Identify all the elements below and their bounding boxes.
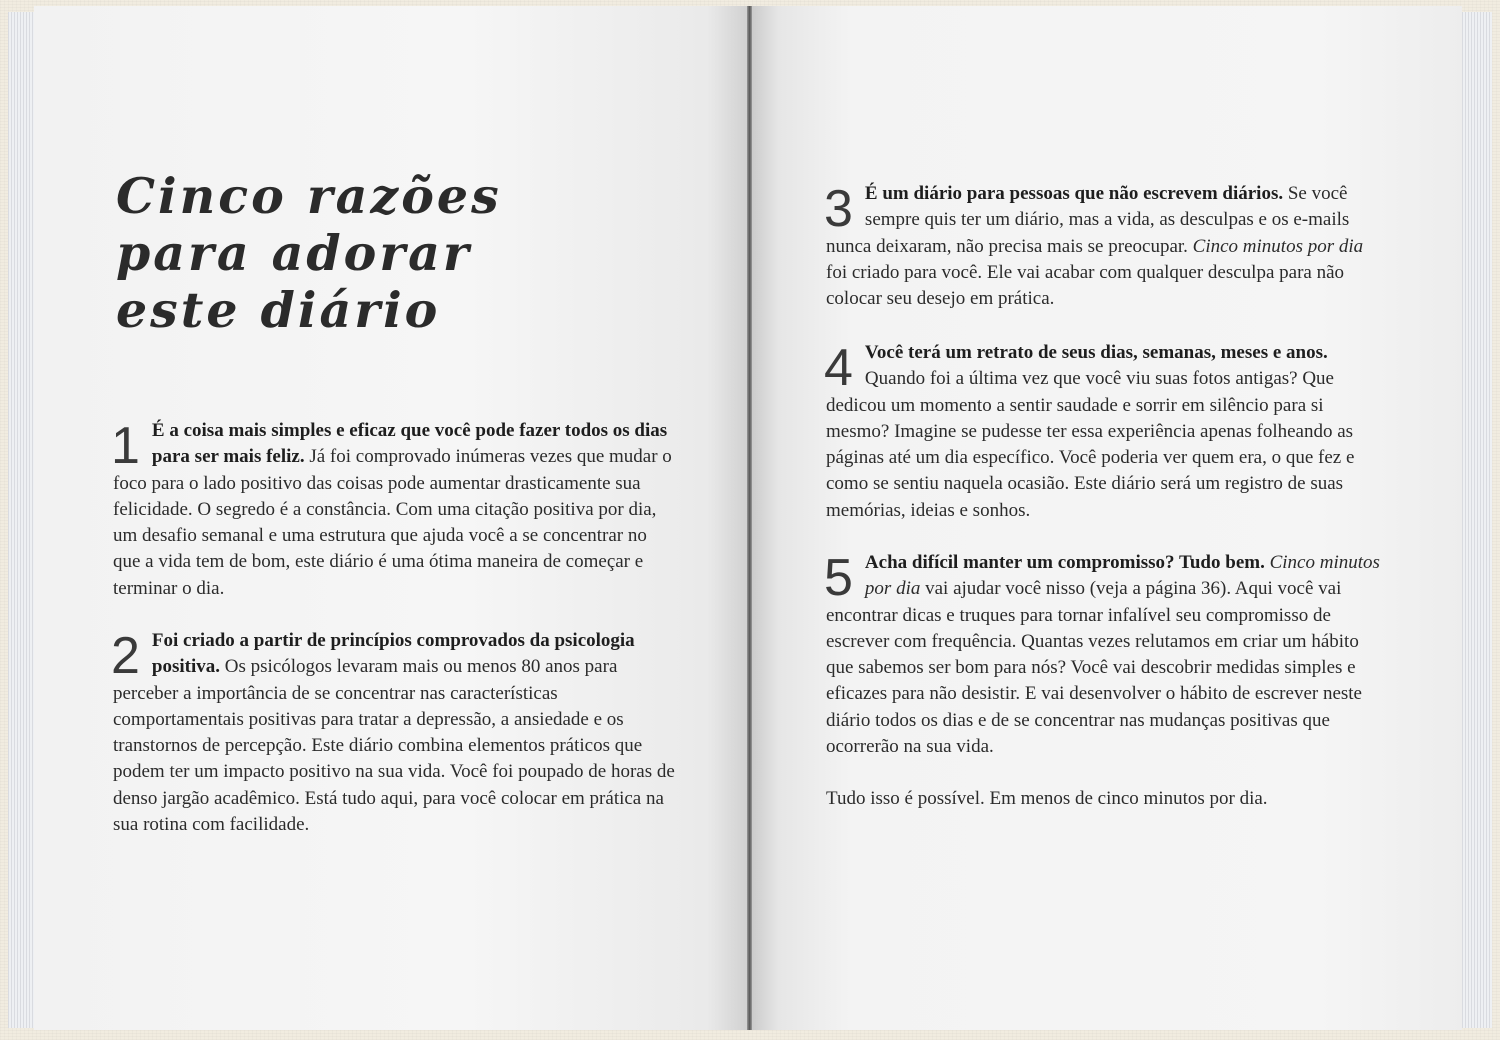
reason-5 (826, 550, 1386, 760)
reason-1 (113, 418, 675, 602)
right-page-edges (1462, 12, 1492, 1028)
closing-line: Tudo isso é possível. Em menos de cinco minutos por dia. (826, 788, 1268, 809)
page-title: Cinco razões para adorar este diário (116, 167, 502, 339)
reason-number: 2 (111, 627, 140, 685)
reason-lead: É a coisa mais simples e eficaz que você pode fazer todos os dias para ser mais feliz. (151, 420, 668, 468)
book-spine (747, 6, 752, 1030)
reason-4 (826, 340, 1386, 524)
reason-3 (826, 181, 1386, 312)
reason-lead: Você terá um retrato de seus dias, semanas, meses e anos. (864, 342, 1328, 363)
book-title-italic: Cinco minutos por dia (1192, 235, 1364, 257)
reason-number: 1 (111, 417, 140, 475)
reason-body-end: vai ajudar você nisso (veja a página 36). Aqui você vai encontrar dicas e truques para tornar infalível seu compromisso de escrever com frequência. Quantas vezes relutamos em criar um hábito que sabemos ser bom para nós? Você vai descobrir medidas simples e eficazes para não desistir. E vai desenvolver o hábito de escrever neste diário todos os dias e de se concentrar nas mudanças positivas que ocorrerão na sua vida. (826, 578, 1362, 758)
reason-lead: É um diário para pessoas que não escrevem diários. (864, 183, 1284, 204)
reason-body: Se você sempre quis ter um diário, mas a vida, as desculpas e os e-mails nunca deixaram, não precisa mais se preocupar. (826, 183, 1350, 257)
reason-body: Os psicólogos levaram mais ou menos 80 anos para perceber a importância de se concentrar nas características comportamentais positivas para tratar a depressão, a ansiedade e os transtornos de percepção. Este diário combina elementos práticos que podem ter um impacto positivo na sua vida. Você foi poupado de horas de denso jargão acadêmico. Está tudo aqui, para você colocar em prática na sua rotina com facilidade. (113, 656, 675, 836)
reason-number: 4 (824, 339, 853, 397)
reason-2 (113, 628, 675, 838)
book-title-italic: Cinco minutos por dia (864, 552, 1380, 600)
reason-lead: Foi criado a partir de princípios comprovados da psicologia positiva. (151, 630, 635, 678)
reason-number: 3 (824, 180, 853, 238)
reason-body: Já foi comprovado inúmeras vezes que mudar o foco para o lado positivo das coisas pode aumentar drasticamente sua felicidade. O segredo é a constância. Com uma citação positiva por dia, um desafio semanal e uma estrutura que ajuda você a se concentrar no que a vida tem de bom, este diário é uma ótima maneira de começar e terminar o dia. (113, 446, 672, 599)
reason-body: Quando foi a última vez que você viu suas fotos antigas? Que dedicou um momento a sentir saudade e sorrir em silêncio para si mesmo? Imagine se pudesse ter essa experiência apenas folheando as páginas até um dia específico. Você poderia ver quem era, o que fez e como se sentiu naquela ocasião. Este diário será um registro de suas memórias, ideias e sonhos. (826, 368, 1355, 521)
reason-body-end: foi criado para você. Ele vai acabar com qualquer desculpa para não colocar seu desejo em prática. (826, 261, 1345, 310)
reason-lead: Acha difícil manter um compromisso? Tudo bem. (864, 552, 1265, 573)
reason-number: 5 (824, 549, 853, 607)
